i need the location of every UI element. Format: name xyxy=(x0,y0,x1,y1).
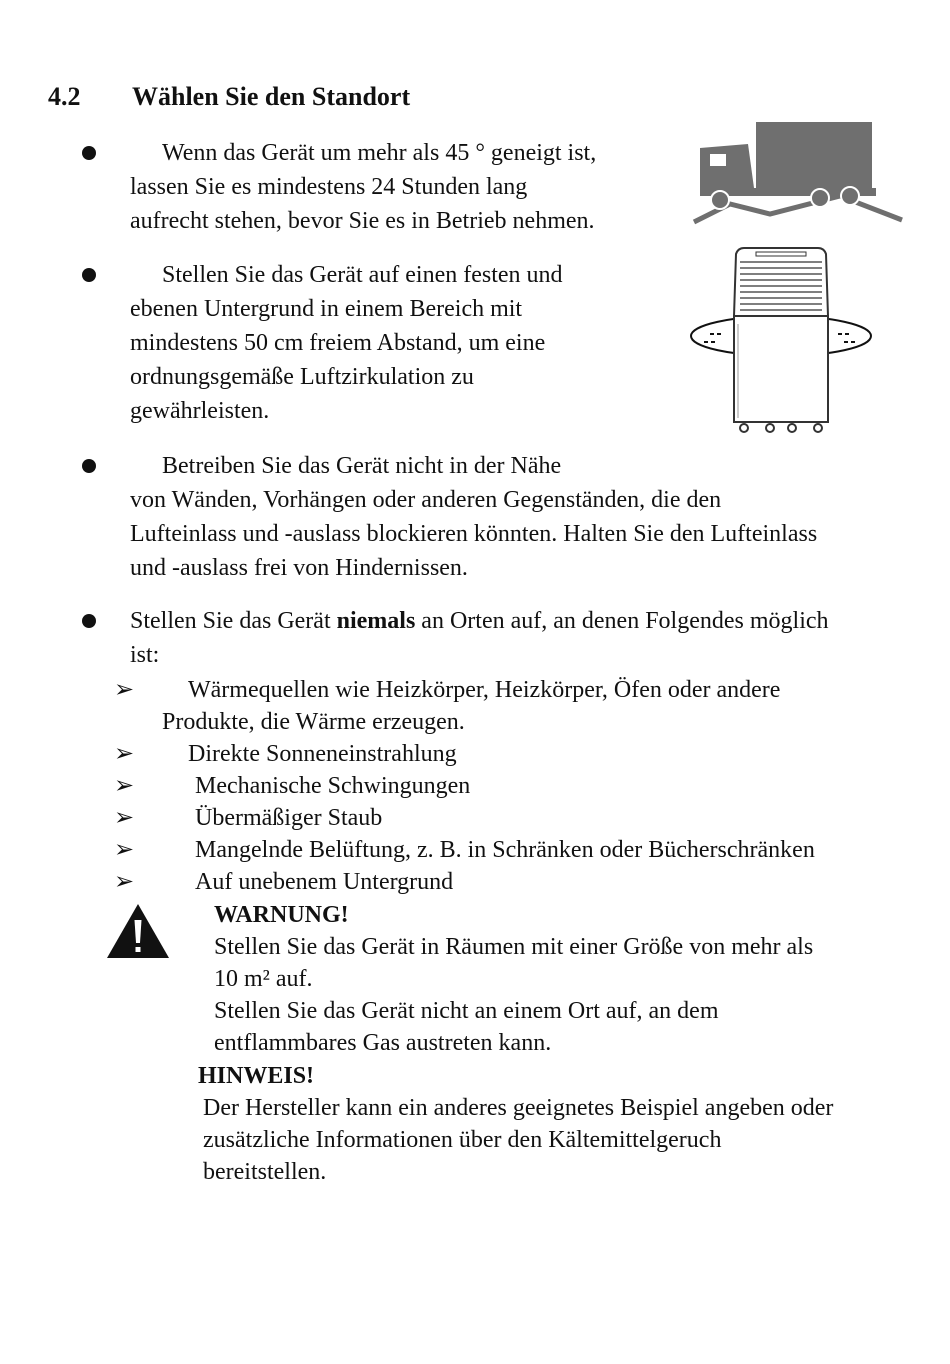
warning-line-3: Stellen Sie das Gerät nicht an einem Ort auf, an dem xyxy=(214,998,719,1024)
bullet-1-line-1: Wenn das Gerät um mehr als 45 ° geneigt ist, xyxy=(162,140,597,166)
bullet-2-line-5: gewährleisten. xyxy=(130,398,270,424)
bullet-dot xyxy=(82,146,96,160)
bullet-3-line-3: Lufteinlass und -auslass blockieren könnten. Halten Sie den Lufteinlass xyxy=(130,521,818,547)
sublist-item: Mangelnde Belüftung, z. B. in Schränken oder Bücherschränken xyxy=(195,837,815,863)
warning-line-2: 10 m² auf. xyxy=(214,966,313,992)
warning-triangle-icon xyxy=(105,902,171,960)
note-title: HINWEIS! xyxy=(198,1063,315,1089)
sublist-item: Direkte Sonneneinstrahlung xyxy=(188,741,457,767)
bullet-4-line-1: Stellen Sie das Gerät niemals an Orten auf, an denen Folgendes möglich xyxy=(130,608,829,634)
bullet-2-line-2: ebenen Untergrund in einem Bereich mit xyxy=(130,296,523,322)
bullet-dot xyxy=(82,459,96,473)
bullet-3-line-1: Betreiben Sie das Gerät nicht in der Nähe xyxy=(162,453,562,479)
bullet-4-line-2: ist: xyxy=(130,642,160,668)
arrow-marker-icon: ➢ xyxy=(114,773,135,799)
bullet-2-line-4: ordnungsgemäße Luftzirkulation zu xyxy=(130,364,474,390)
section-number: 4.2 xyxy=(48,82,81,111)
arrow-marker-icon: ➢ xyxy=(114,805,135,831)
warning-line-4: entflammbares Gas austreten kann. xyxy=(214,1030,552,1056)
note-line-3: bereitstellen. xyxy=(203,1159,327,1185)
arrow-marker-icon: ➢ xyxy=(114,869,135,895)
truck-tilt-icon xyxy=(690,118,905,230)
arrow-marker-icon: ➢ xyxy=(114,677,135,703)
bullet-1-line-2: lassen Sie es mindestens 24 Stunden lang xyxy=(130,174,528,200)
arrow-marker-icon: ➢ xyxy=(114,837,135,863)
bullet-1-line-3: aufrecht stehen, bevor Sie es in Betrieb nehmen. xyxy=(130,208,595,234)
sublist-item: Auf unebenem Untergrund xyxy=(195,869,454,895)
bullet-3-line-2: von Wänden, Vorhängen oder anderen Gegenständen, die den xyxy=(130,487,722,513)
bullet-dot xyxy=(82,268,96,282)
air-conditioner-clearance-icon xyxy=(688,244,874,436)
sublist-item: Übermäßiger Staub xyxy=(195,805,383,831)
section-title: Wählen Sie den Standort xyxy=(132,82,411,111)
emphasis-niemals: niemals xyxy=(336,608,416,634)
bullet-2-line-1: Stellen Sie das Gerät auf einen festen und xyxy=(162,262,563,288)
warning-title: WARNUNG! xyxy=(214,902,349,928)
sublist-item: Wärmequellen wie Heizkörper, Heizkörper, Öfen oder andere xyxy=(188,677,781,703)
sublist-item: Mechanische Schwingungen xyxy=(195,773,471,799)
note-line-2: zusätzliche Informationen über den Kältemittelgeruch xyxy=(203,1127,722,1153)
arrow-marker-icon: ➢ xyxy=(114,741,135,767)
note-line-1: Der Hersteller kann ein anderes geeignetes Beispiel angeben oder xyxy=(203,1095,834,1121)
bullet-3-line-4: und -auslass frei von Hindernissen. xyxy=(130,555,468,581)
warning-line-1: Stellen Sie das Gerät in Räumen mit einer Größe von mehr als xyxy=(214,934,814,960)
sublist-item-continuation: Produkte, die Wärme erzeugen. xyxy=(162,709,465,735)
bullet-dot xyxy=(82,614,96,628)
bullet-2-line-3: mindestens 50 cm freiem Abstand, um eine xyxy=(130,330,546,356)
